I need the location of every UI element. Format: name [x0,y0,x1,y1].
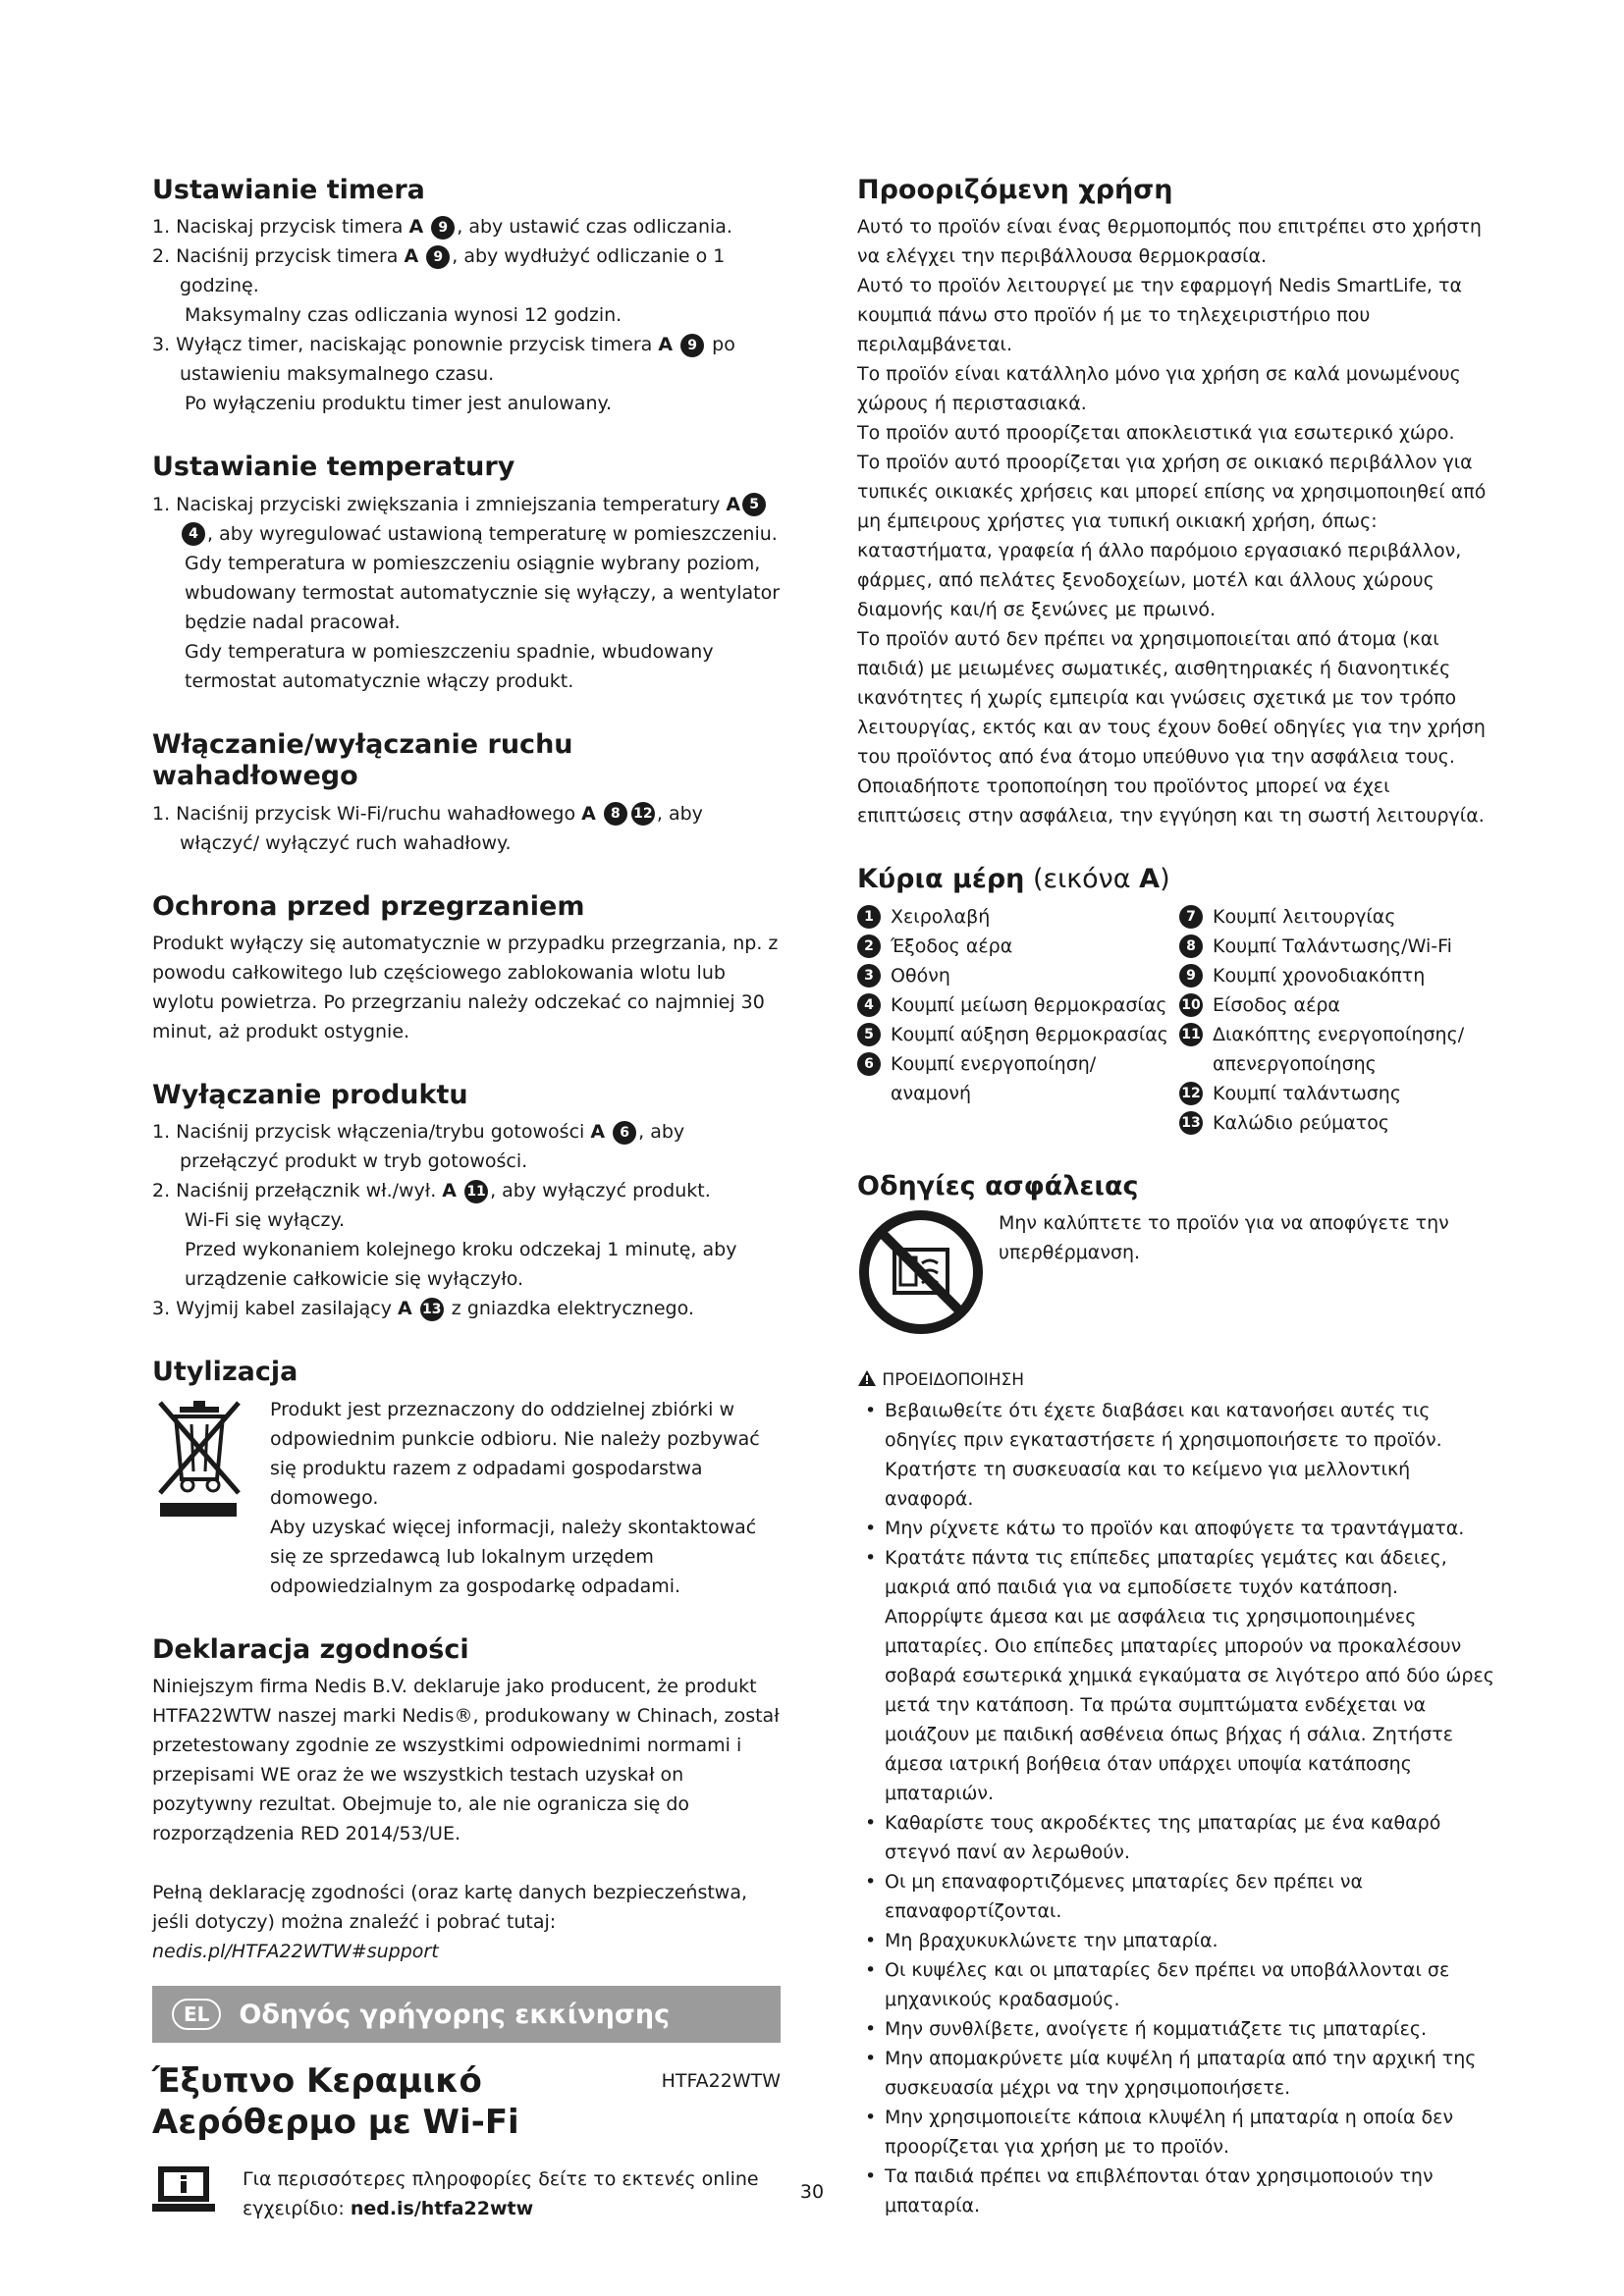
left-column [152,175,781,2223]
parts-column-1 [857,902,1179,1138]
temperature-section [152,452,781,695]
temperature-note-1: Gdy temperatura w pomieszczeniu osiągnie wybrany poziom, wbudowany termostat automatycznie się wyłączy, a wentylator będzie nadal pracował. [185,552,781,633]
right-column [857,175,1495,2220]
safety-bullet: • Τα παιδιά πρέπει να επιβλέπονται όταν χρησιμοποιούν την μπαταρία. [857,2162,1495,2220]
safety-bullet: • Μην απομακρύνετε μία κυψέλη ή μπαταρία από την αρχική της συσκευασία μέχρι να την χρησιμοποιήσετε. [857,2044,1495,2103]
callout-badge: 12 [631,802,655,826]
conformity-text-2: Pełną deklarację zgodności (oraz kartę danych bezpieczeństwa, jeśli dotyczy) można znaleźć i pobrać tutaj: [152,1882,748,1934]
intended-use-p6: Το προϊόν αυτό δεν πρέπει να χρησιμοποιείται από άτομα (και παιδιά) με μειωμένες σωματικές, αισθητηριακές ή διανοητικές ικανότητες ή χωρίς εμπειρία και γνώσεις σχετικά με τον τρόπο λειτουργίας, εκτός και αν τους έχουν δοθεί οδηγίες για την χρήση του προϊόντος από ένα άτομο υπεύθυνο για την ασφάλεια τους. [857,628,1486,769]
safety-section [857,1171,1495,2220]
intended-use-section [857,175,1495,830]
disposal-heading: Utylizacja [152,1357,298,1388]
intended-use-heading: Προοριζόμενη χρήση [857,175,1173,205]
language-code: EL [172,1999,221,2030]
shutdown-note-2: Przed wykonaniem kolejnego kroku odczekaj 1 minutę, aby urządzenie całkowicie się wyłączyło. [185,1239,737,1291]
intended-use-p5: Το προϊόν αυτό προορίζεται για χρήση σε οικιακό περιβάλλον για τυπικές οικιακές χρήσεις και μπορεί επίσης να χρησιμοποιηθεί από μη έμπειρους χρήστες για τυπική οικιακή χρήση, όπως: καταστήματα, γραφεία ή άλλο παρόμοιο εργασιακό περιβάλλον, φάρμες, από πελάτες ξενοδοχείων, μοτέλ και άλλους χώρους διαμονής και/ή σε ξενώνες με πρωινό. [857,452,1487,621]
timer-step-2: 2. Naciśnij przycisk timera A 9 , aby wydłużyć odliczanie o 1 godzinę. [152,245,726,297]
part-item: 8 Κουμπί Ταλάντωσης/Wi-Fi [1179,932,1495,961]
callout-badge: 13 [420,1298,444,1321]
shutdown-step-1: 1. Naciśnij przycisk włączenia/trybu gotowości A 6 , aby przełączyć produkt w tryb gotowości. [152,1121,685,1173]
callout-badge: 9 [680,334,704,357]
do-not-cover-icon [857,1208,985,1340]
timer-note-max: Maksymalny czas odliczania wynosi 12 godzin. [185,304,623,327]
disposal-text-2: Aby uzyskać więcej informacji, należy skontaktować się ze sprzedawcą lub lokalnym urzędem odpowiedzialnym za gospodarkę odpadami. [270,1516,757,1597]
timer-section [152,175,781,418]
quickstart-banner [152,1986,781,2043]
safety-heading: Οδηγίες ασφάλειας [857,1170,1139,1201]
conformity-link[interactable]: nedis.pl/HTFA22WTW#support [152,1941,439,1963]
timer-step-3: 3. Wyłącz timer, naciskając ponownie przycisk timera A 9 po ustawieniu maksymalnego czasu. [152,334,735,386]
callout-badge: 5 [742,493,766,516]
timer-heading: Ustawianie timera [152,175,425,205]
oscillation-section [152,729,781,858]
online-manual-link[interactable]: ned.is/htfa22wtw [350,2198,534,2220]
page-number: 30 [799,2181,825,2203]
product-title: Έξυπνο Κεραμικό Αερόθερμο με Wi-Fi [152,2061,519,2143]
safety-bullets [857,1396,1495,2220]
banner-title: Οδηγός γρήγορης εκκίνησης [239,1999,671,2030]
part-item: 11 Διακόπτης ενεργοποίησης/ απενεργοποίησης [1179,1020,1495,1079]
shutdown-note-1: Wi-Fi się wyłączy. [185,1209,346,1232]
main-parts-heading: Κύρια μέρη (εικόνα A) [857,864,1170,895]
timer-step-1: 1. Naciskaj przycisk timera A 9 , aby ustawić czas odliczania. [152,216,732,239]
temperature-note-2: Gdy temperatura w pomieszczeniu spadnie, wbudowany termostat automatycznie włączy produkt. [185,640,714,692]
callout-badge: 9 [431,216,455,240]
part-item: 2 Έξοδος αέρα [857,932,1179,961]
online-manual-text: Για περισσότερες πληροφορίες δείτε το εκτενές online εγχειρίδιο: [243,2168,759,2220]
part-item: 13 Καλώδιο ρεύματος [1179,1108,1495,1138]
conformity-heading: Deklaracja zgodności [152,1633,469,1665]
safety-bullet: • Μην ρίχνετε κάτω το προϊόν και αποφύγετε τα τραντάγματα. [857,1514,1495,1543]
oscillation-step-1: 1. Naciśnij przycisk Wi-Fi/ruchu wahadłowego A 8 12 , aby włączyć/ wyłączyć ruch wahadłowy. [152,802,703,854]
shutdown-heading: Wyłączanie produktu [152,1079,468,1110]
intended-use-p3: Το προϊόν είναι κατάλληλο μόνο για χρήση σε καλά μονωμένους χώρους ή περιστασιακά. [857,363,1461,415]
overheat-heading: Ochrona przed przegrzaniem [152,890,585,922]
safety-bullet: • Μη βραχυκυκλώνετε την μπαταρία. [857,1926,1495,1955]
conformity-section [152,1634,781,1966]
warning-icon [857,1370,882,1390]
main-parts-section [857,864,1495,1137]
safety-bullet: • Μην συνθλίβετε, ανοίγετε ή κομματιάζετε τις μπαταρίες. [857,2014,1495,2044]
intended-use-p4: Το προϊόν αυτό προορίζεται αποκλειστικά για εσωτερικό χώρο. [857,422,1455,445]
disposal-text-1: Produkt jest przeznaczony do oddzielnej zbiórki w odpowiednim punkcie odbioru. Nie należy pozbywać się produktu razem z odpadami gospodarstwa domowego. [270,1398,760,1509]
callout-badge: 4 [182,522,205,546]
temperature-heading: Ustawianie temperatury [152,452,515,483]
part-item: 9 Κουμπί χρονοδιακόπτη [1179,961,1495,990]
safety-bullet: • Καθαρίστε τους ακροδέκτες της μπαταρίας με ένα καθαρό στεγνό πανί αν λερωθούν. [857,1808,1495,1867]
overheat-section [152,891,781,1046]
crossed-bin-icon [152,1395,250,1601]
overheat-text: Produkt wyłączy się automatycznie w przypadku przegrzania, np. z powodu całkowitego lub częściowego zablokowania wlotu lub wylotu powietrza. Po przegrzaniu należy odczekać co najmniej 30 minut, aż produkt ostygnie. [152,932,779,1042]
disposal-section [152,1357,781,1600]
intended-use-p1: Αυτό το προϊόν είναι ένας θερμοπομπός που επιτρέπει στο χρήστη να ελέγχει την περιβάλλουσα θερμοκρασία. [857,216,1482,268]
safety-bullet: • Κρατάτε πάντα τις επίπεδες μπαταρίες γεμάτες και άδειες, μακριά από παιδιά για να εμποδίσετε τυχόν κατάποση. Απορρίψτε άμεσα και με ασφάλεια τις χρησιμοποιημένες μπαταρίες. Οιο επίπεδες μπαταρίες μπορούν να προκαλέσουν σοβαρά εσωτερικά χημικά εγκαύματα σε λιγότερο από δύο ώρες μετά την κατάποση. Τα πρώτα συμπτώματα ενδέχεται να μοιάζουν με παιδική ασθένεια όπως βήχας ή σάλια. Ζητήστε άμεσα ιατρική βοήθεια όταν υπάρχει υποψία κατάποσης μπαταριών. [857,1543,1495,1808]
shutdown-step-3: 3. Wyjmij kabel zasilający A 13 z gniazdka elektrycznego. [152,1298,694,1320]
part-item: 5 Κουμπί αύξηση θερμοκρασίας [857,1020,1179,1049]
temperature-step-1: 1. Naciskaj przyciski zwiększania i zmniejszania temperatury A 54 , aby wyregulować ustawioną temperaturę w pomieszczeniu. [152,493,778,545]
callout-badge: 6 [613,1121,636,1145]
safety-bullet: • Μην χρησιμοποιείτε κάποια κλυψέλη ή μπαταρία η οποία δεν προορίζεται για χρήση με το προϊόν. [857,2103,1495,2162]
callout-badge: 9 [426,245,450,269]
part-item: 12 Κουμπί ταλάντωσης [1179,1079,1495,1108]
conformity-text-1: Niniejszym firma Nedis B.V. deklaruje jako producent, że produkt HTFA22WTW naszej marki Nedis®, produkowany w Chinach, został przetestowany zgodnie ze wszystkimi odpowiednimi normami i przepisami WE oraz że we wszystkich testach uzyskał on pozytywny rezultat. Obejmuje to, ale nie ogranicza się do rozporządzenia RED 2014/53/UE. [152,1676,780,1845]
part-item: 3 Οθόνη [857,961,1179,990]
intended-use-p7: Οποιαδήποτε τροποποίηση του προϊόντος μπορεί να έχει επιπτώσεις στην ασφάλεια, την εγγύηση και τη σωστή λειτουργία. [857,775,1485,828]
part-item: 4 Κουμπί μείωση θερμοκρασίας [857,990,1179,1020]
part-item: 6 Κουμπί ενεργοποίηση/ αναμονή [857,1049,1179,1108]
safety-bullet: • Βεβαιωθείτε ότι έχετε διαβάσει και κατανοήσει αυτές τις οδηγίες πριν εγκαταστήσετε ή χρησιμοποιήσετε το προϊόν. Κρατήστε τη συσκευασία και το κείμενο για μελλοντική αναφορά. [857,1396,1495,1514]
warning-label: ΠΡΟΕΙΔΟΠΟΙΗΣΗ [882,1370,1025,1391]
oscillation-heading: Włączanie/wyłączanie ruchu wahadłowego [152,728,573,792]
shutdown-step-2: 2. Naciśnij przełącznik wł./wył. A 11 , aby wyłączyć produkt. [152,1180,711,1202]
timer-steps [152,212,781,300]
part-item: 1 Χειρολαβή [857,902,1179,932]
safety-bullet: • Οι μη επαναφορτιζόμενες μπαταρίες δεν πρέπει να επαναφορτίζονται. [857,1867,1495,1926]
parts-column-2 [1179,902,1495,1138]
timer-note-cancel: Po wyłączeniu produktu timer jest anulowany. [185,393,613,415]
part-item: 10 Είσοδος αέρα [1179,990,1495,1020]
callout-badge: 8 [604,802,627,826]
model-number: HTFA22WTW [661,2070,781,2093]
callout-badge: 11 [464,1180,488,1203]
shutdown-section [152,1080,781,1323]
intended-use-p2: Αυτό το προϊόν λειτουργεί με την εφαρμογή Nedis SmartLife, τα κουμπιά πάνω στο προϊόν ή με το τηλεχειριστήριο που περιλαμβάνεται. [857,275,1462,356]
safety-bullet: • Οι κυψέλες και οι μπαταρίες δεν πρέπει να υποβάλλονται σε μηχανικούς κραδασμούς. [857,1955,1495,2014]
part-item: 7 Κουμπί λειτουργίας [1179,902,1495,932]
do-not-cover-text: Μην καλύπτετε το προϊόν για να αποφύγετε την υπερθέρμανση. [999,1212,1449,1264]
